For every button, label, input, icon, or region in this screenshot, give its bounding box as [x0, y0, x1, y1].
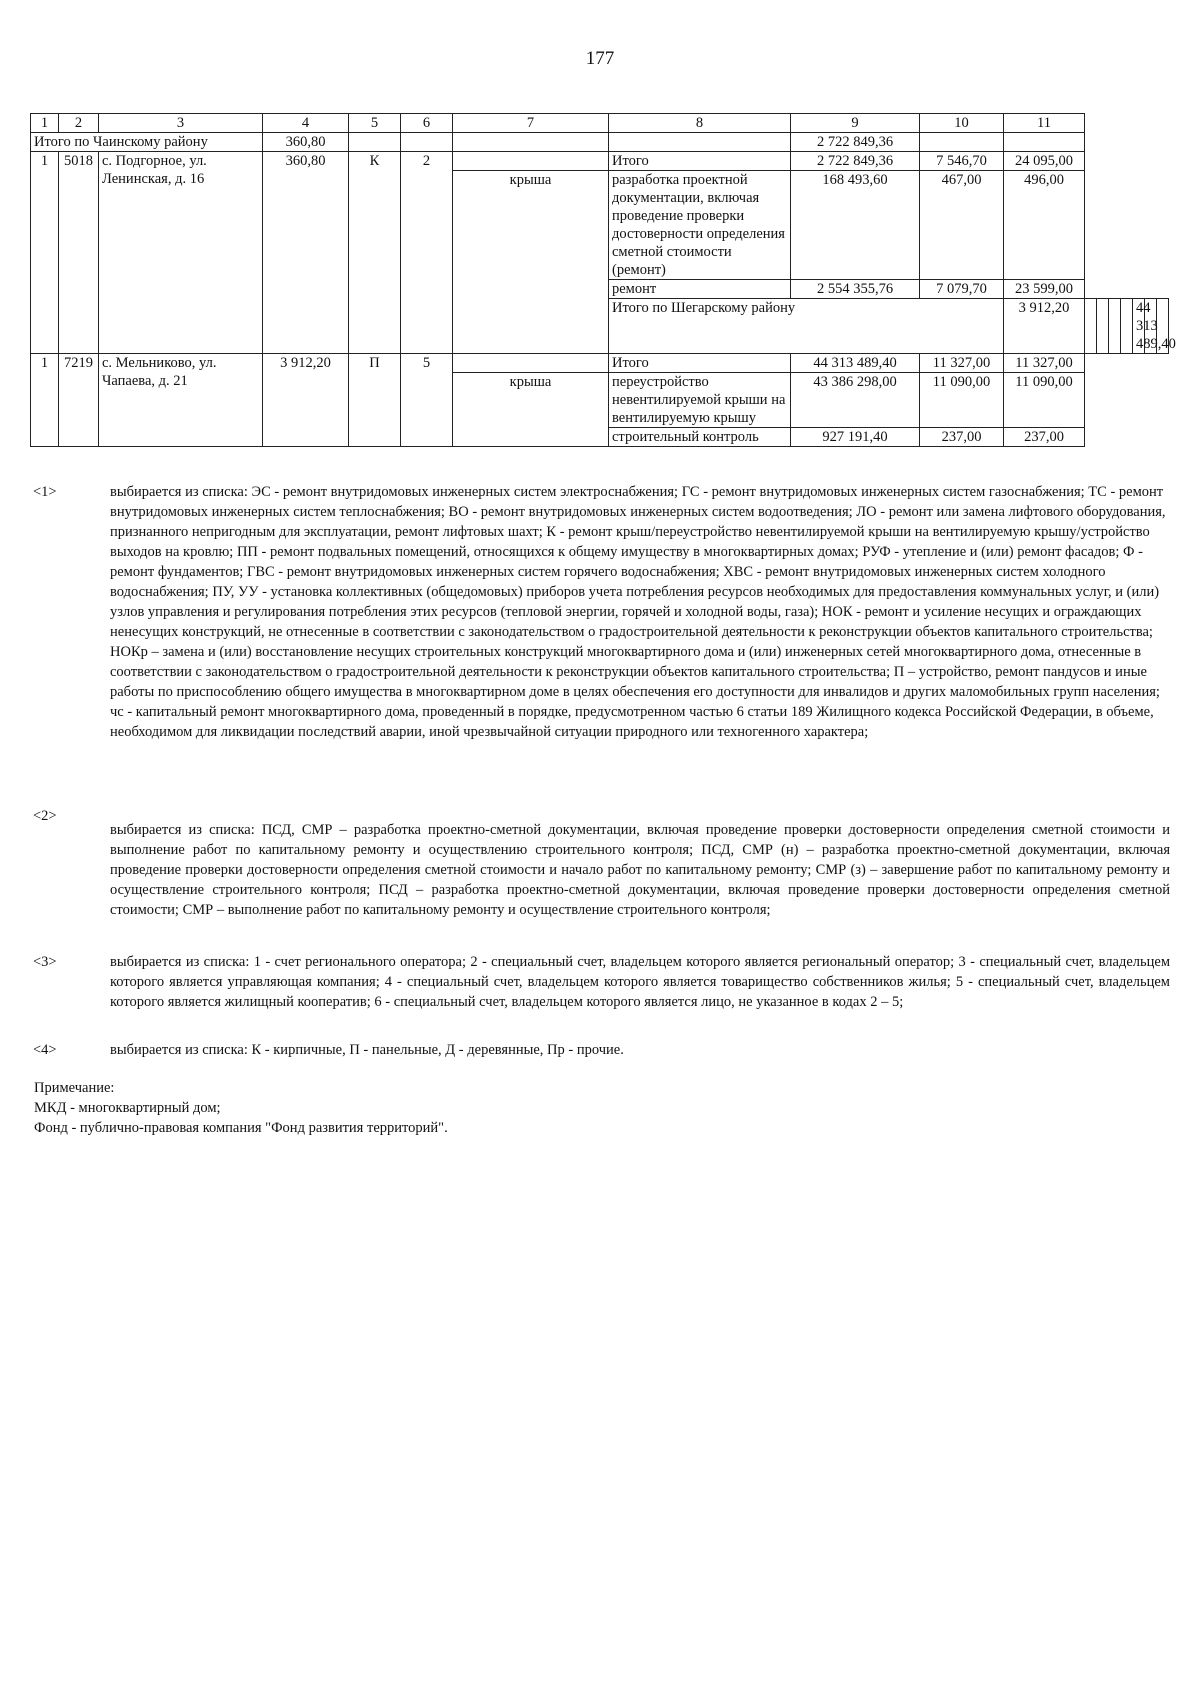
work-limit: 496,00: [1004, 171, 1085, 280]
header-cell: 10: [920, 114, 1004, 133]
header-cell: 2: [59, 114, 99, 133]
work-cost: 168 493,60: [791, 171, 920, 280]
capital-repair-table: [30, 113, 1176, 447]
footnote-1: [30, 482, 1170, 742]
work-limit: 24 095,00: [1004, 152, 1085, 171]
work-cost-per-m2: 11 327,00: [920, 354, 1004, 373]
work-cost: 2 554 355,76: [791, 280, 920, 299]
work-cost: 2 722 849,36: [791, 152, 920, 171]
work-type: переустройство невентилируемой крыши на вентилируемую крышу: [609, 373, 791, 428]
header-cell: 5: [349, 114, 401, 133]
house-address: с. Мельниково, ул. Чапаева, д. 21: [99, 354, 263, 447]
wall-material: К: [349, 152, 401, 354]
work-type: Итого: [609, 152, 791, 171]
footnote-text: выбирается из списка: 1 - счет регионального оператора; 2 - специальный счет, владельцем которого является региональный оператор; 3 - специальный счет, владельцем которого является управляющая компания; 4 - специальный счет, владельцем которого является товарищество собственников жилья; 5 - специальный счет, владельцем которого является жилищный кооператив; 6 - специальный счет, владельцем которого является лицо, не указанное в кодах 2 – 5;: [110, 954, 1170, 1010]
account-type: 2: [401, 152, 453, 354]
work-cost-per-m2: 7 079,70: [920, 280, 1004, 299]
header-cell: 3: [99, 114, 263, 133]
footnote-text: выбирается из списка: К - кирпичные, П - панельные, Д - деревянные, Пр - прочие.: [110, 1042, 624, 1058]
work-type: ремонт: [609, 280, 791, 299]
district-total-area: 3 912,20: [1004, 299, 1085, 354]
district-total-row: [31, 133, 1169, 152]
header-cell: 6: [401, 114, 453, 133]
work-cost: 44 313 489,40: [791, 354, 920, 373]
footnote-3: [30, 952, 1170, 1012]
work-cost-per-m2: 7 546,70: [920, 152, 1004, 171]
structural-element: крыша: [453, 171, 609, 354]
structural-element: крыша: [453, 373, 609, 447]
work-cost-per-m2: 467,00: [920, 171, 1004, 280]
footnote-2: [30, 806, 1170, 920]
work-limit: 23 599,00: [1004, 280, 1085, 299]
note-line: МКД - многоквартирный дом;: [34, 1100, 221, 1116]
house-code: 5018: [59, 152, 99, 354]
account-type: 5: [401, 354, 453, 447]
work-cost: 43 386 298,00: [791, 373, 920, 428]
house-area: 3 912,20: [263, 354, 349, 447]
header-cell: 8: [609, 114, 791, 133]
header-cell: 7: [453, 114, 609, 133]
work-cost: 927 191,40: [791, 428, 920, 447]
district-total-cost: 2 722 849,36: [791, 133, 920, 152]
district-total-label: Итого по Чаинскому району: [31, 133, 263, 152]
work-limit: 11 090,00: [1004, 373, 1085, 428]
house-area: 360,80: [263, 152, 349, 354]
footnote-marker: <2>: [33, 808, 57, 824]
note-title: Примечание:: [34, 1080, 115, 1096]
work-cost-per-m2: 237,00: [920, 428, 1004, 447]
district-total-area: 360,80: [263, 133, 349, 152]
work-limit: 237,00: [1004, 428, 1085, 447]
footnote-4: [30, 1040, 1170, 1060]
page-number: 177: [585, 48, 615, 69]
note-line: Фонд - публично-правовая компания "Фонд развития территорий".: [34, 1120, 448, 1136]
footnote-marker: <1>: [33, 484, 57, 500]
table-row: [31, 152, 1169, 171]
work-limit: 11 327,00: [1004, 354, 1085, 373]
footnote-text: выбирается из списка: ПСД, СМР – разработка проектно-сметной документации, включая проведение проверки достоверности определения сметной стоимости и выполнение работ по капитальному ремонту и осуществлению строительного контроля; ПСД, СМР (н) – разработка проектно-сметной документации, включая проведение проверки достоверности определения сметной стоимости и начало работ по капитальному ремонту; СМР (з) – завершение работ по капитальному ремонту и осуществление строительного контроля; ПСД – разработка проектно-сметной документации, включая проведение проверки достоверности определения сметной стоимости; СМР – выполнение работ по капитальному ремонту и осуществление строительного контроля;: [110, 822, 1170, 918]
header-row: [31, 114, 1169, 133]
wall-material: П: [349, 354, 401, 447]
header-cell: 4: [263, 114, 349, 133]
header-cell: 11: [1004, 114, 1085, 133]
note-block: [34, 1078, 448, 1138]
house-number: 1: [31, 152, 59, 354]
header-cell: 1: [31, 114, 59, 133]
house-number: 1: [31, 354, 59, 447]
district-total-cost: 44 313 489,40: [1133, 299, 1145, 354]
house-address: с. Подгорное, ул. Ленинская, д. 16: [99, 152, 263, 354]
footnote-text: выбирается из списка: ЭС - ремонт внутридомовых инженерных систем электроснабжения; ГС - ремонт внутридомовых инженерных систем газоснабжения; ТС - ремонт внутридомовых инженерных систем теплоснабжения; ВО - ремонт внутридомовых инженерных систем водоотведения; ЛО - ремонт или замена лифтового оборудования, признанного непригодным для эксплуатации, ремонт лифтовых шахт; К - ремонт крыш/переустройство невентилируемой крыши на вентилируемую крышу/устройство выходов на кровлю; ПП - ремонт подвальных помещений, относящихся к общему имуществу в многоквартирных домах; РУФ - утепление и (или) ремонт фасадов; Ф - ремонт фундаментов; ГВС - ремонт внутридомовых инженерных систем горячего водоснабжения; ХВС - ремонт внутридомовых инженерных систем холодного водоснабжения; ПУ, УУ - установка коллективных (общедомовых) приборов учета потребления ресурсов необходимых для предоставления коммунальных услуг, и (или) узлов управления и регулирования потребления этих ресурсов (тепловой энергии, горячей и холодной воды, газа); НОК - ремонт и усиление несущих и ограждающих ненесущих конструкций, не отнесенные в соответствии с законодательством о градостроительной деятельности к реконструкции объектов капитального строительства; НОКр – замена и (или) восстановление несущих строительных конструкций многоквартирного дома и (или) инженерных сетей многоквартирного дома, отнесенные в соответствии с законодательством о градостроительной деятельности к реконструкции объектов капитального строительства; П – устройство, ремонт пандусов и иные работы по приспособлению общего имущества в многоквартирном доме в целях обеспечения его доступности для инвалидов и других маломобильных групп населения; чс - капитальный ремонт многоквартирного дома, проведенный в порядке, предусмотренном частью 6 статьи 189 Жилищного кодекса Российской Федерации, в объеме, необходимом для ликвидации последствий аварии, иной чрезвычайной ситуации природного или техногенного характера;: [110, 484, 1166, 740]
footnote-marker: <4>: [33, 1042, 57, 1058]
work-cost-per-m2: 11 090,00: [920, 373, 1004, 428]
header-cell: 9: [791, 114, 920, 133]
district-total-label: Итого по Шегарскому району: [609, 299, 1004, 354]
work-type: разработка проектной документации, включая проведение проверки достоверности определения сметной стоимости (ремонт): [609, 171, 791, 280]
work-type: строительный контроль: [609, 428, 791, 447]
work-type: Итого: [609, 354, 791, 373]
footnote-marker: <3>: [33, 954, 57, 970]
table-row: [31, 354, 1169, 373]
house-code: 7219: [59, 354, 99, 447]
